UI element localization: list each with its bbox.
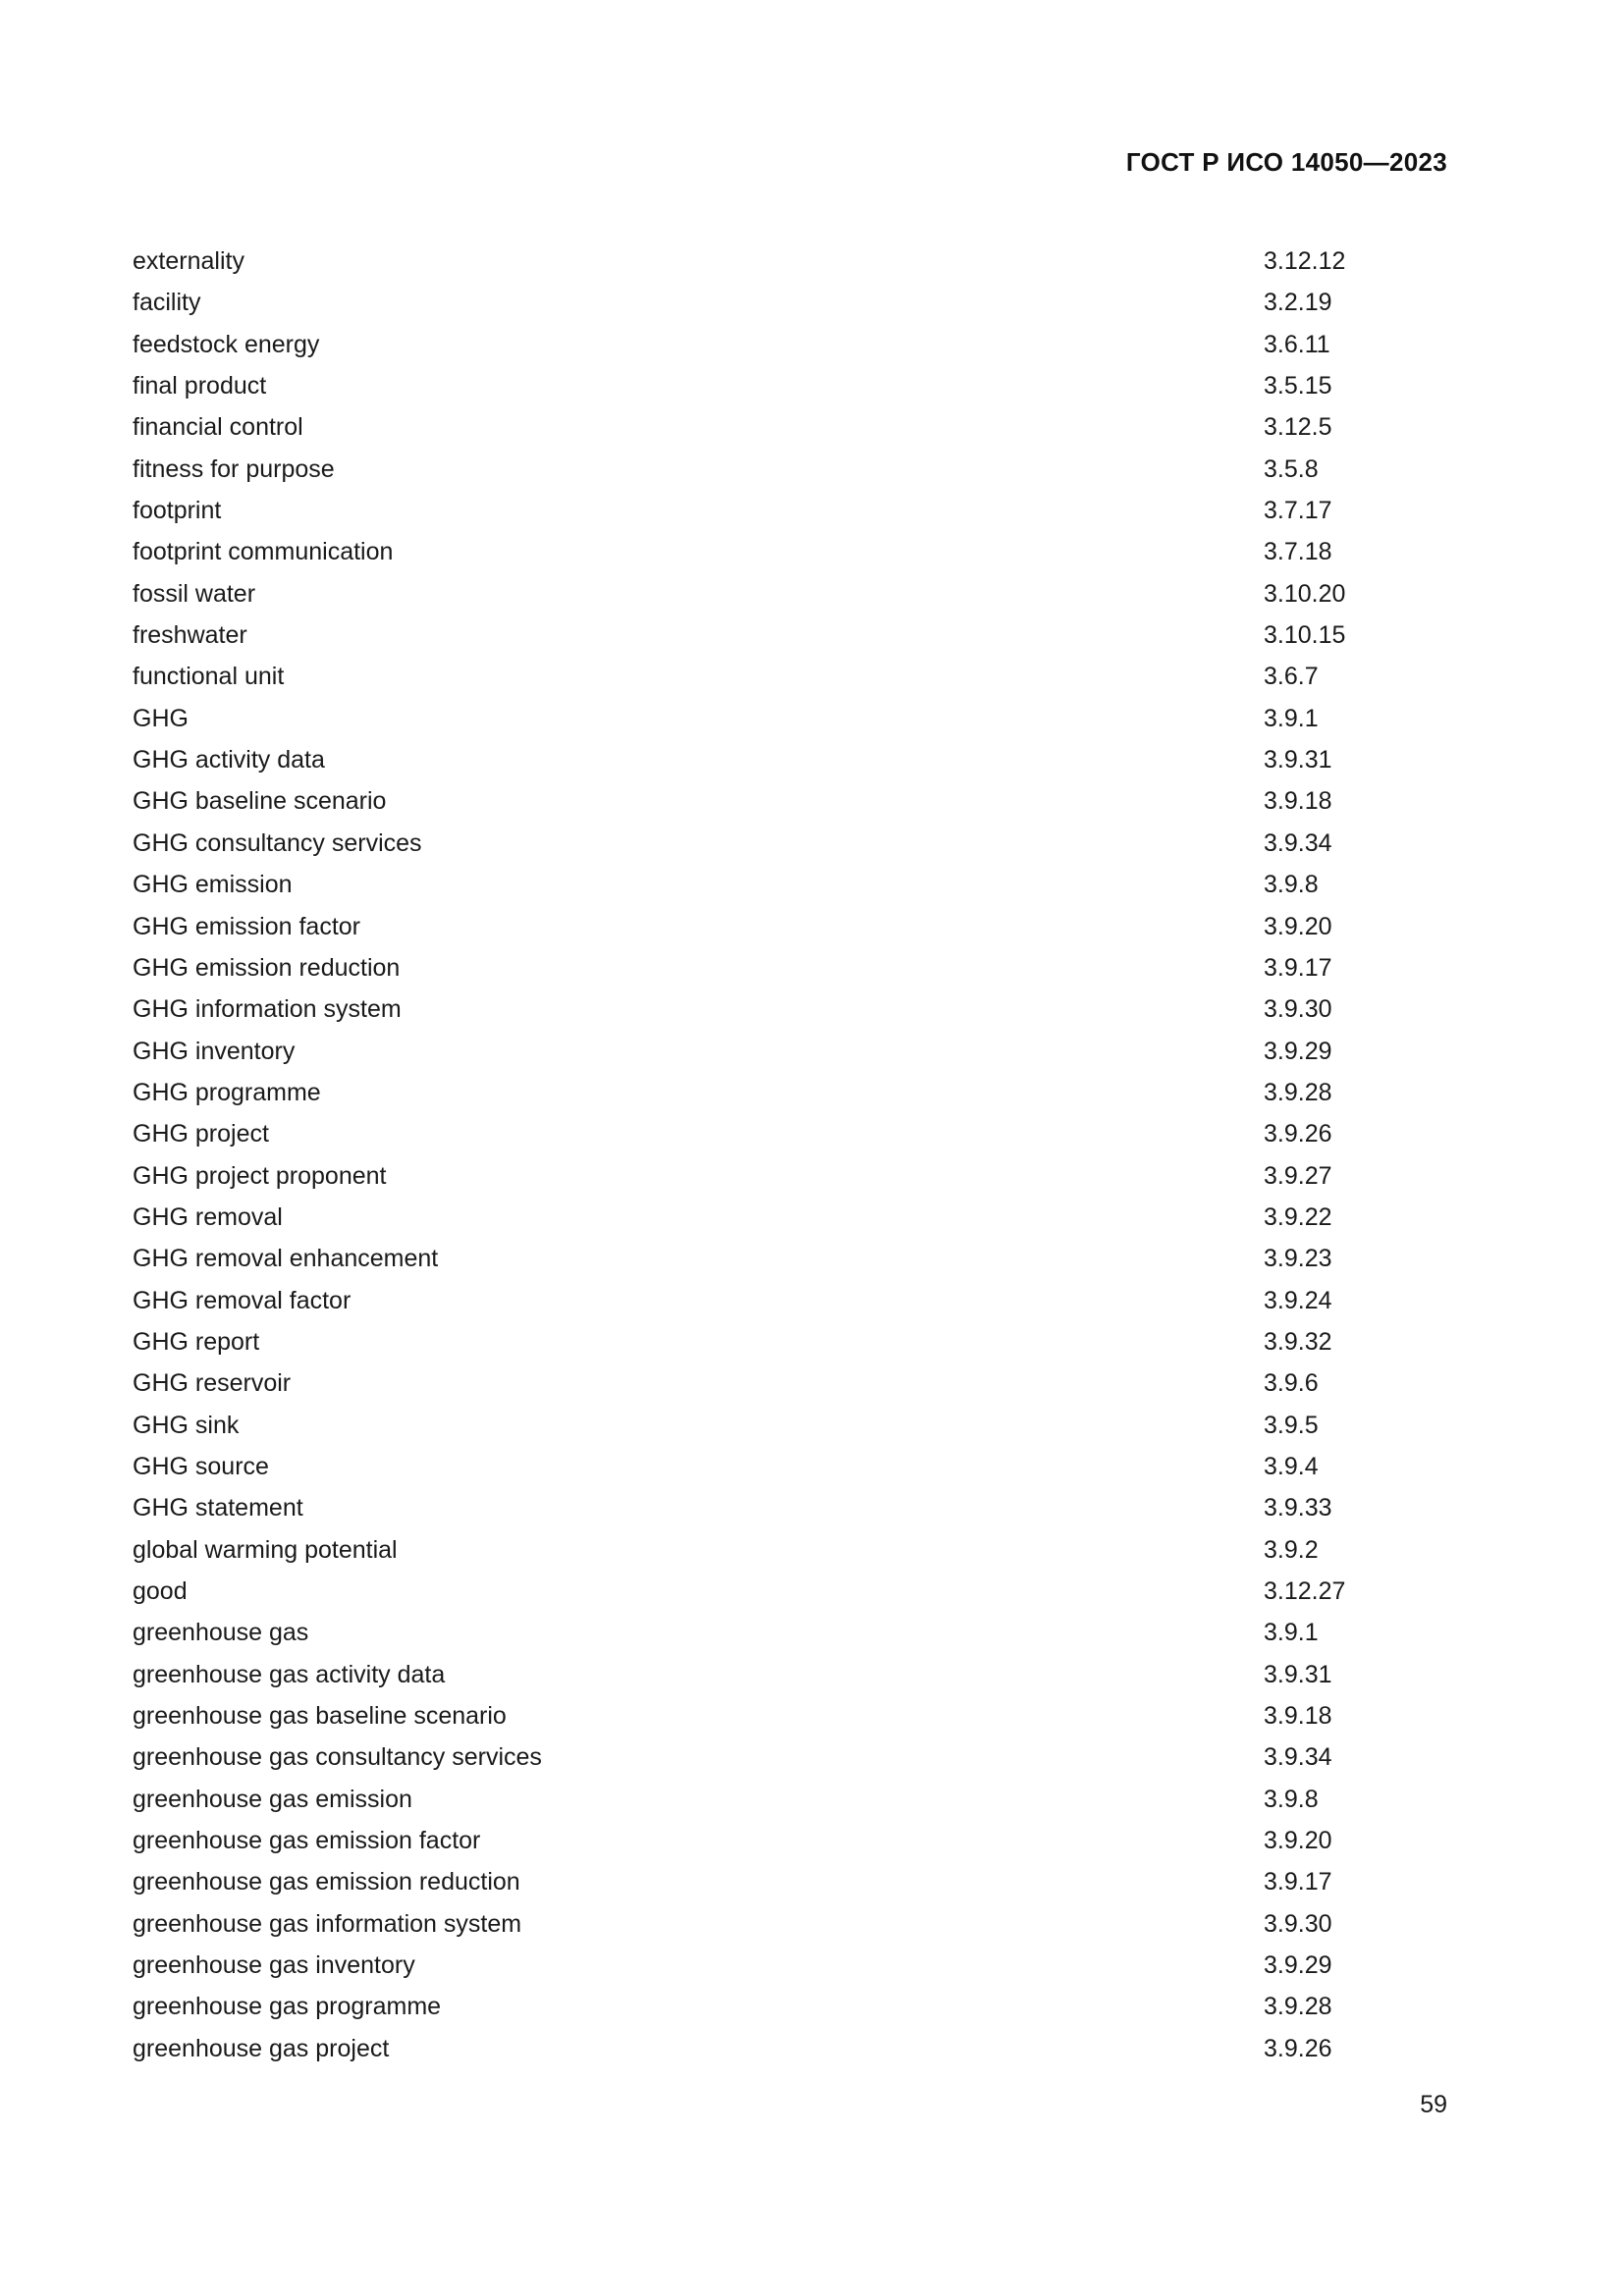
index-reference-number: 3.12.5 [1264, 413, 1332, 442]
index-entry [133, 406, 1350, 448]
index-entry [133, 1861, 1350, 1902]
index-term: GHG inventory [133, 1037, 296, 1065]
index-term: greenhouse gas [133, 1619, 309, 1647]
index-term: facility [133, 289, 201, 317]
index-term: greenhouse gas inventory [133, 1951, 415, 1980]
index-entry [133, 1986, 1350, 2027]
index-reference-number: 3.9.27 [1264, 1161, 1332, 1190]
index-reference-number: 3.9.34 [1264, 1743, 1332, 1772]
index-reference-number: 3.12.12 [1264, 247, 1346, 275]
index-term: freshwater [133, 621, 247, 650]
standard-designation: ГОСТ Р ИСО 14050—2023 [1125, 147, 1447, 177]
index-entry [133, 1031, 1350, 1072]
index-entry [133, 1487, 1350, 1528]
index-reference-number: 3.9.30 [1264, 1909, 1332, 1938]
index-entry [133, 1113, 1350, 1154]
index-term: GHG report [133, 1327, 260, 1356]
index-term: greenhouse gas project [133, 2034, 390, 2062]
index-entry [133, 1903, 1350, 1945]
index-entry [133, 449, 1350, 490]
index-entry [133, 365, 1350, 406]
index-term: greenhouse gas information system [133, 1909, 522, 1938]
index-term: functional unit [133, 663, 285, 691]
index-term: footprint communication [133, 538, 394, 566]
index-entry [133, 947, 1350, 988]
index-reference-number: 3.9.8 [1264, 871, 1319, 899]
index-entry [133, 780, 1350, 822]
index-reference-number: 3.9.24 [1264, 1286, 1332, 1314]
index-term: GHG emission reduction [133, 953, 401, 982]
index-term: final product [133, 372, 267, 400]
index-entry [133, 1820, 1350, 1861]
index-reference-number: 3.9.18 [1264, 787, 1332, 816]
index-reference-number: 3.9.20 [1264, 912, 1332, 940]
index-term: greenhouse gas programme [133, 1993, 442, 2021]
index-term: GHG consultancy services [133, 828, 422, 857]
index-entry [133, 739, 1350, 780]
index-term: GHG removal [133, 1202, 283, 1231]
index-term: GHG reservoir [133, 1369, 292, 1398]
index-term: feedstock energy [133, 330, 320, 358]
index-reference-number: 3.9.31 [1264, 1660, 1332, 1688]
index-reference-number: 3.9.29 [1264, 1951, 1332, 1980]
index-entry [133, 698, 1350, 739]
index-entry [133, 1736, 1350, 1778]
index-term: GHG sink [133, 1411, 240, 1439]
index-reference-number: 3.9.5 [1264, 1411, 1319, 1439]
index-reference-number: 3.9.26 [1264, 1120, 1332, 1148]
index-term: global warming potential [133, 1535, 398, 1564]
index-term: GHG emission [133, 871, 293, 899]
index-entry [133, 531, 1350, 572]
index-term: GHG source [133, 1452, 269, 1480]
index-reference-number: 3.9.23 [1264, 1245, 1332, 1273]
index-reference-number: 3.10.15 [1264, 621, 1346, 650]
index-reference-number: 3.9.18 [1264, 1702, 1332, 1731]
index-term: GHG statement [133, 1494, 303, 1522]
index-reference-number: 3.6.11 [1264, 330, 1330, 358]
index-entry [133, 1362, 1350, 1404]
index-term: greenhouse gas consultancy services [133, 1743, 542, 1772]
index-entry [133, 2028, 1350, 2069]
index-term: GHG removal factor [133, 1286, 352, 1314]
index-entry [133, 1238, 1350, 1279]
index-entry [133, 1197, 1350, 1238]
index-entry [133, 1779, 1350, 1820]
index-entry [133, 573, 1350, 614]
index-term: externality [133, 247, 244, 275]
index-term: fossil water [133, 579, 256, 608]
index-reference-number: 3.9.34 [1264, 828, 1332, 857]
index-entry [133, 1405, 1350, 1446]
index-term: greenhouse gas emission [133, 1785, 412, 1813]
index-reference-number: 3.9.4 [1264, 1452, 1319, 1480]
index-entry [133, 656, 1350, 697]
index-reference-number: 3.2.19 [1264, 289, 1332, 317]
index-reference-number: 3.5.15 [1264, 372, 1332, 400]
index-term: footprint [133, 497, 222, 525]
index-entry [133, 1072, 1350, 1113]
index-entry [133, 1612, 1350, 1653]
index-entry [133, 1446, 1350, 1487]
index-reference-number: 3.9.30 [1264, 995, 1332, 1024]
index-entry [133, 614, 1350, 656]
index-entry [133, 1155, 1350, 1197]
index-entry [133, 324, 1350, 365]
index-term: GHG project proponent [133, 1161, 387, 1190]
index-entry [133, 864, 1350, 905]
index-reference-number: 3.9.33 [1264, 1494, 1332, 1522]
index-entry [133, 1321, 1350, 1362]
index-reference-number: 3.9.1 [1264, 1619, 1319, 1647]
index-reference-number: 3.9.8 [1264, 1785, 1319, 1813]
index-reference-number: 3.9.32 [1264, 1327, 1332, 1356]
index-term: greenhouse gas baseline scenario [133, 1702, 507, 1731]
index-term: GHG emission factor [133, 912, 361, 940]
index-reference-number: 3.10.20 [1264, 579, 1346, 608]
index-entry [133, 906, 1350, 947]
index-term: GHG programme [133, 1078, 321, 1106]
index-reference-number: 3.9.31 [1264, 746, 1332, 774]
index-term: GHG information system [133, 995, 402, 1024]
index-entry [133, 1695, 1350, 1736]
index-entry [133, 988, 1350, 1030]
index-entry [133, 1945, 1350, 1986]
index-term: fitness for purpose [133, 454, 335, 483]
index-entry [133, 1654, 1350, 1695]
index-reference-number: 3.9.29 [1264, 1037, 1332, 1065]
index-reference-number: 3.9.28 [1264, 1993, 1332, 2021]
index-term: greenhouse gas activity data [133, 1660, 446, 1688]
index-reference-number: 3.7.18 [1264, 538, 1332, 566]
index-reference-number: 3.6.7 [1264, 663, 1319, 691]
index-term: GHG project [133, 1120, 269, 1148]
index-term: good [133, 1577, 188, 1605]
index-term: greenhouse gas emission reduction [133, 1868, 520, 1896]
index-reference-number: 3.9.17 [1264, 1868, 1332, 1896]
index-reference-number: 3.7.17 [1264, 497, 1332, 525]
index-entry [133, 1280, 1350, 1321]
index-entry [133, 240, 1350, 282]
index-reference-number: 3.9.28 [1264, 1078, 1332, 1106]
index-reference-number: 3.9.26 [1264, 2034, 1332, 2062]
index-term: GHG baseline scenario [133, 787, 387, 816]
index-entry [133, 1529, 1350, 1571]
index-reference-number: 3.9.6 [1264, 1369, 1319, 1398]
index-reference-number: 3.9.22 [1264, 1202, 1332, 1231]
index-entry [133, 490, 1350, 531]
index-reference-number: 3.9.2 [1264, 1535, 1319, 1564]
index-entry [133, 823, 1350, 864]
index-term: GHG removal enhancement [133, 1245, 439, 1273]
index-reference-number: 3.9.1 [1264, 704, 1319, 732]
index-entry [133, 1571, 1350, 1612]
page-number: 59 [1420, 2091, 1447, 2118]
index-term: greenhouse gas emission factor [133, 1827, 481, 1855]
index-reference-number: 3.5.8 [1264, 454, 1319, 483]
index-reference-number: 3.12.27 [1264, 1577, 1346, 1605]
index-term: financial control [133, 413, 303, 442]
index-reference-number: 3.9.17 [1264, 953, 1332, 982]
index-term: GHG activity data [133, 746, 325, 774]
index-reference-number: 3.9.20 [1264, 1827, 1332, 1855]
term-index-list [133, 240, 1350, 2069]
index-term: GHG [133, 704, 189, 732]
index-entry [133, 282, 1350, 323]
